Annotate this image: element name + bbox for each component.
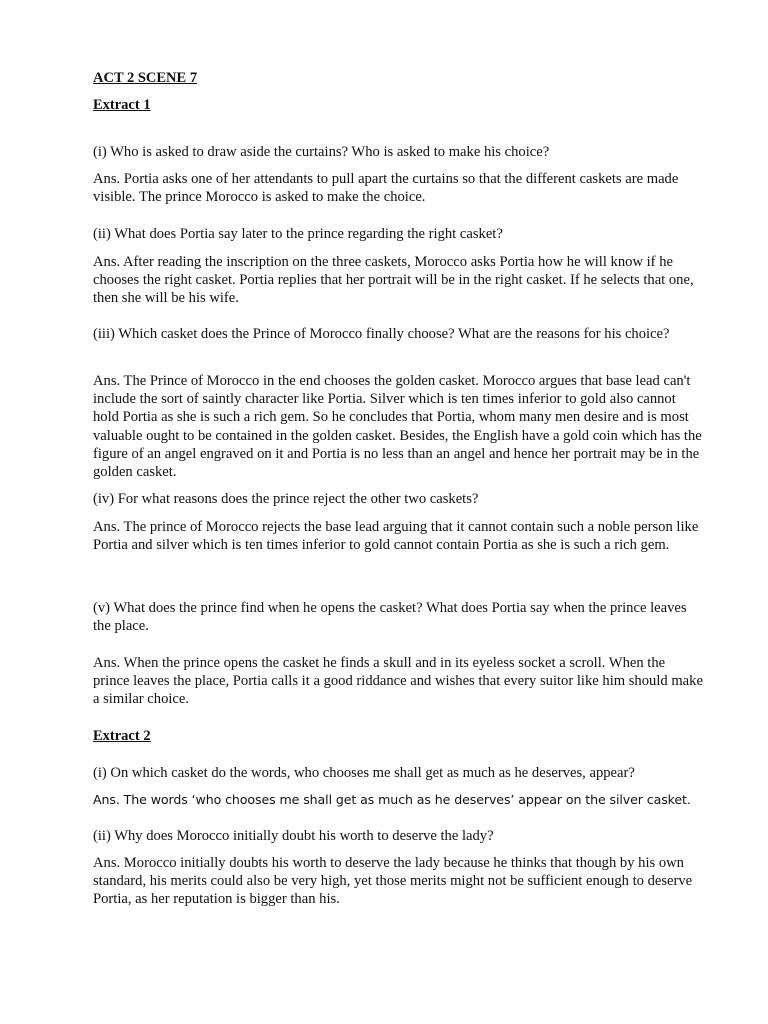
extract-2-answer-1: Ans. The words ‘who chooses me shall get as much as he deserves’ appear on the silver casket. — [93, 792, 691, 807]
extract-1-question-5: (v) What does the prince find when he opens the casket? What does Portia say when the prince leaves the place. — [93, 600, 687, 635]
extract-2-question-1: (i) On which casket do the words, who chooses me shall get as much as he deserves, appear? — [93, 765, 635, 781]
extract-1-heading: Extract 1 — [93, 97, 151, 113]
extract-2-heading: Extract 2 — [93, 728, 151, 744]
extract-1-question-3: (iii) Which casket does the Prince of Morocco finally choose? What are the reasons for his choice? — [93, 326, 670, 342]
extract-2-answer-2: Ans. Morocco initially doubts his worth to deserve the lady because he thinks that though by his own standard, his merits could also be very high, yet those merits might not be sufficient enough to deserve Portia, as her reputation is bigger than his. — [93, 855, 693, 908]
extract-1-answer-1: Ans. Portia asks one of her attendants to pull apart the curtains so that the different caskets are made visible. The prince Morocco is asked to make the choice. — [93, 171, 679, 206]
extract-1-answer-5: Ans. When the prince opens the casket he finds a skull and in its eyeless socket a scroll. When the prince leaves the place, Portia calls it a good riddance and wishes that every suitor like him should make a similar choice. — [93, 655, 703, 708]
extract-2-question-2: (ii) Why does Morocco initially doubt his worth to deserve the lady? — [93, 828, 494, 844]
extract-1-question-1: (i) Who is asked to draw aside the curtains? Who is asked to make his choice? — [93, 144, 550, 160]
act-scene-heading: ACT 2 SCENE 7 — [93, 70, 198, 86]
extract-1-answer-4: Ans. The prince of Morocco rejects the base lead arguing that it cannot contain such a noble person like Portia and silver which is ten times inferior to gold cannot contain Portia as she is such a rich gem. — [93, 519, 699, 554]
extract-1-question-2: (ii) What does Portia say later to the prince regarding the right casket? — [93, 226, 503, 242]
extract-1-question-4: (iv) For what reasons does the prince reject the other two caskets? — [93, 491, 479, 507]
extract-1-answer-3: Ans. The Prince of Morocco in the end chooses the golden casket. Morocco argues that base lead can't include the sort of saintly character like Portia. Silver which is ten times inferior to gold also cannot hold Portia as she is such a rich gem. So he concludes that Portia, whom many men desire and is most valuable ought to be contained in the golden casket. Besides, the English have a gold coin which has the figure of an angel engraved on it and Portia is no less than an angel and hence her portrait may be in the golden casket. — [93, 373, 702, 481]
extract-1-answer-2: Ans. After reading the inscription on the three caskets, Morocco asks Portia how he will know if he chooses the right casket. Portia replies that her portrait will be in the right casket. If he selects that one, then she will be his wife. — [93, 254, 694, 307]
